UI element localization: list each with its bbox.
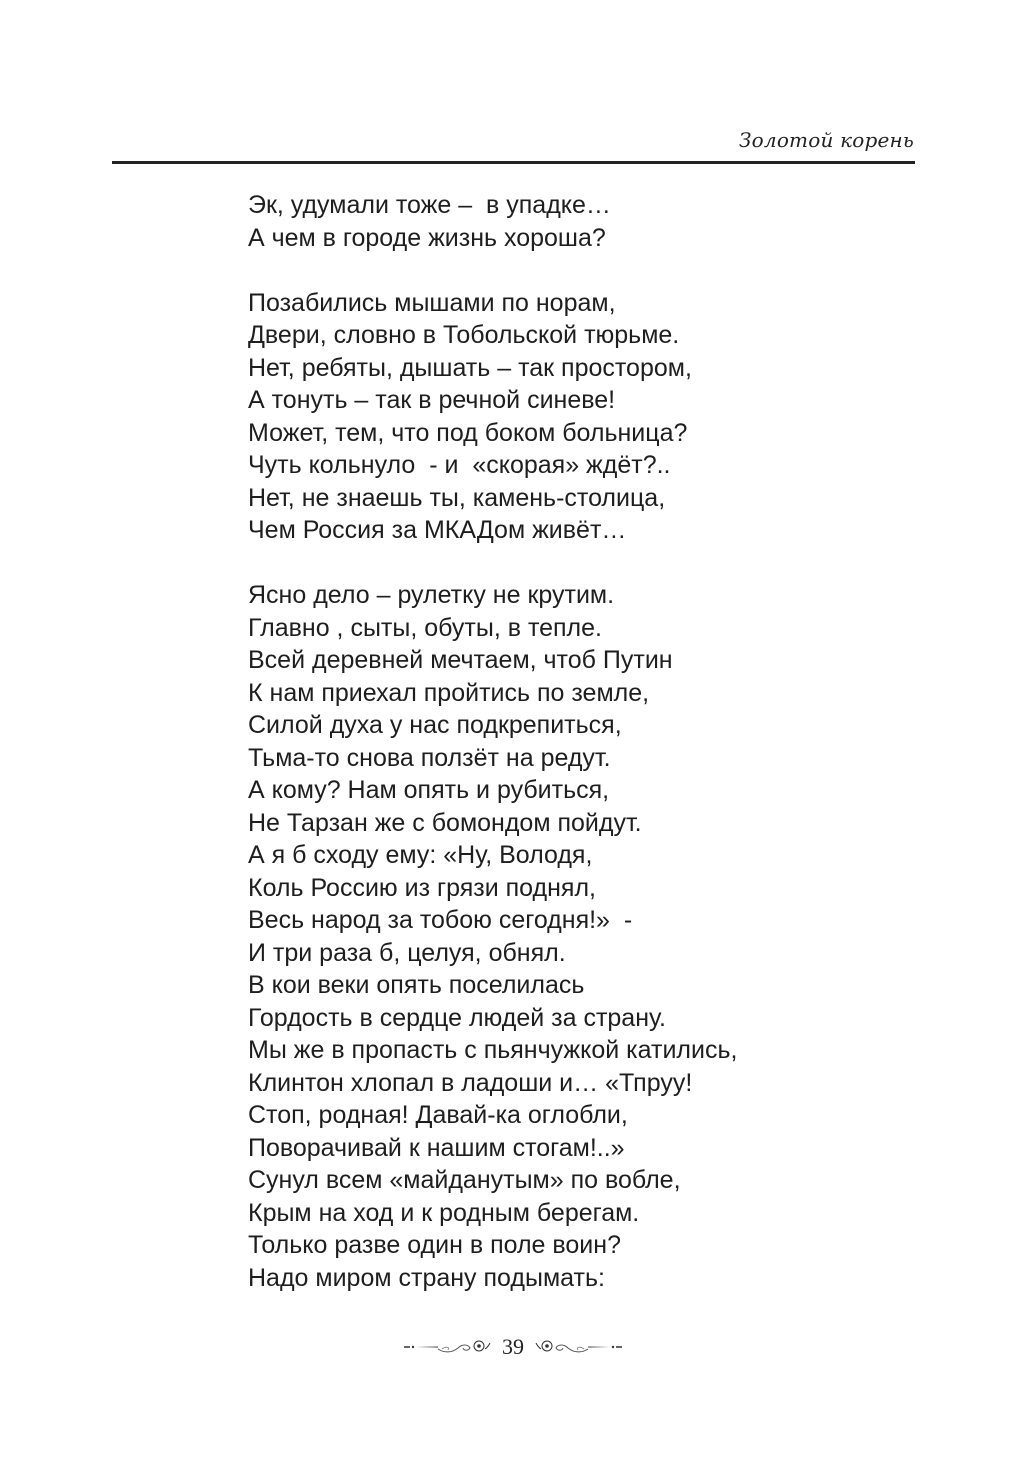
poem-line: Нет, ребяты, дышать – так простором, xyxy=(248,353,692,382)
poem-line: Крым на ход и к родным берегам. xyxy=(248,1198,640,1227)
poem-line: Позабились мышами по норам, xyxy=(248,288,616,317)
poem-line: Весь народ за тобою сегодня!» - xyxy=(248,906,633,934)
poem-body xyxy=(248,189,737,1294)
poem-line: Может, тем, что под боком больница? xyxy=(248,418,688,447)
poem-line: Клинтон хлопал в ладоши и… «Тпруу! xyxy=(248,1068,693,1097)
stanza-2 xyxy=(248,287,737,547)
poem-line: А чем в городе жизнь хороша? xyxy=(248,223,606,252)
poem-line: Чуть кольнуло - и «скорая» ждёт?.. xyxy=(248,451,671,479)
page-footer xyxy=(0,1334,1026,1360)
poem-line: Поворачивай к нашим стогам!..» xyxy=(248,1133,625,1162)
poem-line: Главно , сыты, обуты, в тепле. xyxy=(248,613,602,642)
poem-line: Всей деревней мечтаем, чтоб Путин xyxy=(248,646,673,674)
poem-line: Коль Россию из грязи поднял, xyxy=(248,873,596,902)
floral-flourish-right-icon xyxy=(534,1337,624,1357)
poem-line: Нет, не знаешь ты, камень-столица, xyxy=(248,483,666,512)
stanza-1 xyxy=(248,189,737,254)
floral-flourish-left-icon xyxy=(402,1337,492,1357)
poem-line: Надо миром страну подымать: xyxy=(248,1263,605,1292)
poem-line: А тонуть – так в речной синеве! xyxy=(248,386,616,414)
poem-line: Силой духа у нас подкрепиться, xyxy=(248,711,622,739)
poem-line: Стоп, родная! Давай-ка оглобли, xyxy=(248,1101,628,1129)
header-rule xyxy=(112,161,915,164)
poem-line: К нам приехал пройтись по земле, xyxy=(248,678,650,707)
poem-line: Сунул всем «майданутым» по вобле, xyxy=(248,1166,681,1194)
poem-line: Мы же в пропасть с пьянчужкой катились, xyxy=(248,1036,738,1064)
poem-line: Эк, удумали тоже – в упадке… xyxy=(248,191,611,219)
running-header-title: Золотой корень xyxy=(738,128,914,152)
poem-line: Только разве один в поле воин? xyxy=(248,1231,621,1259)
poem-line: Чем Россия за МКАДом живёт… xyxy=(248,516,627,544)
poem-line: Тьма-то снова ползёт на редут. xyxy=(248,743,611,772)
poem-line: Ясно дело – рулетку не крутим. xyxy=(248,581,615,609)
poem-line: Не Тарзан же с бомондом пойдут. xyxy=(248,808,642,837)
poem-line: Гордость в сердце людей за страну. xyxy=(248,1003,666,1032)
poem-line: А я б сходу ему: «Ну, Володя, xyxy=(248,841,593,869)
poem-line: В кои веки опять поселилась xyxy=(248,971,585,999)
poem-line: Двери, словно в Тобольской тюрьме. xyxy=(248,321,680,349)
page-number: 39 xyxy=(502,1334,524,1359)
poem-line: А кому? Нам опять и рубиться, xyxy=(248,776,610,804)
poem-line: И три раза б, целуя, обнял. xyxy=(248,938,566,967)
stanza-3 xyxy=(248,579,737,1294)
